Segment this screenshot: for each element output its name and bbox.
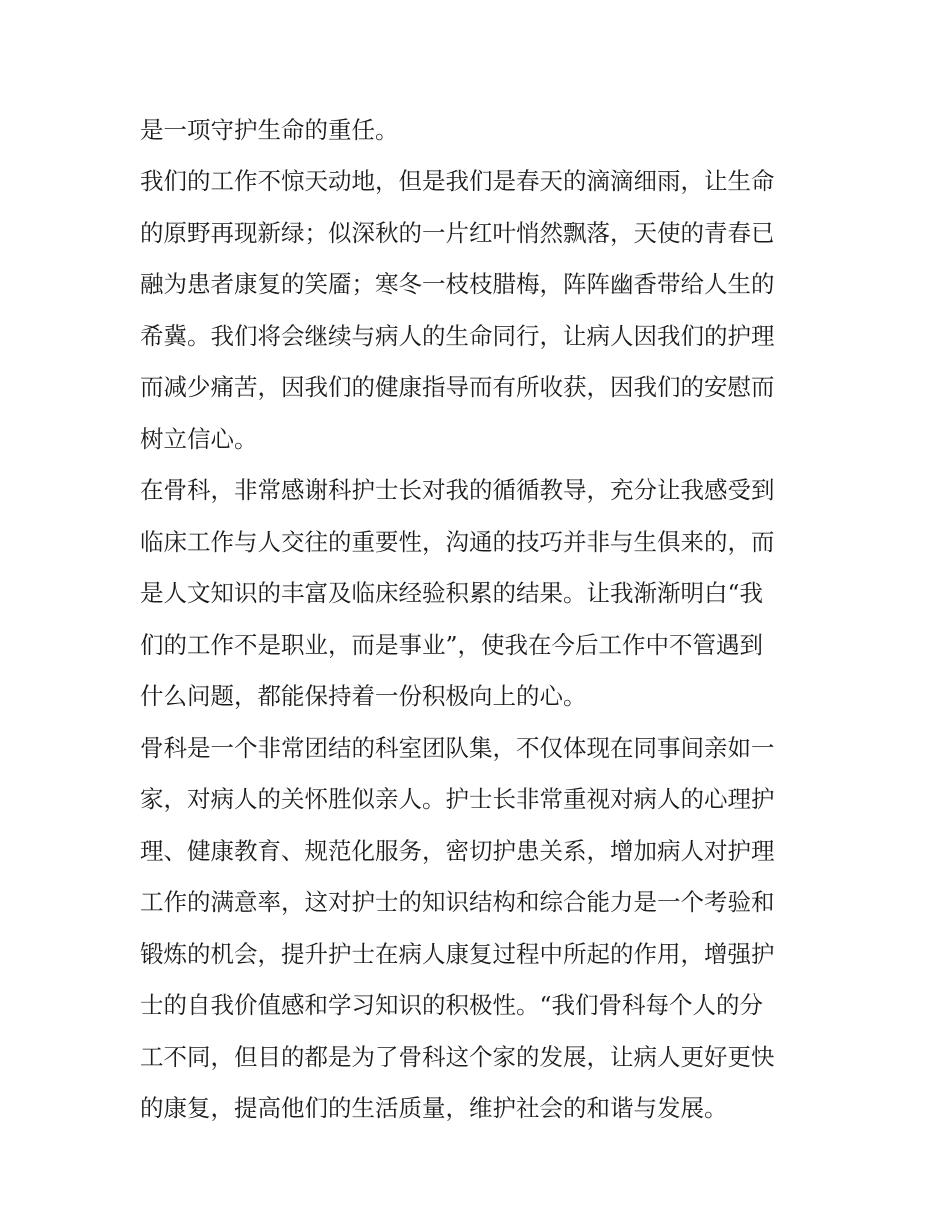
- text-line: 我们的工作不惊天动地，但是我们是春天的滴滴细雨，让生命: [140, 167, 775, 195]
- text-line: 什么问题，都能保持着一份积极向上的心。: [140, 682, 587, 710]
- text-line: 在骨科，非常感谢科护士长对我的循循教导，充分让我感受到: [140, 476, 775, 504]
- text-line: 的康复，提高他们的生活质量，维护社会的和谐与发展。: [140, 1094, 728, 1122]
- text-line: 是一项守护生命的重任。: [140, 116, 399, 144]
- text-line: 希冀。我们将会继续与病人的生命同行，让病人因我们的护理: [140, 322, 775, 350]
- text-line: 工作的满意率，这对护士的知识结构和综合能力是一个考验和: [140, 888, 775, 916]
- text-line: 的原野再现新绿；似深秋的一片红叶悄然飘落，天使的青春已: [140, 219, 775, 247]
- text-line: 树立信心。: [140, 425, 258, 453]
- text-line: 而减少痛苦，因我们的健康指导而有所收获，因我们的安慰而: [140, 373, 775, 401]
- text-line: 家，对病人的关怀胜似亲人。护士长非常重视对病人的心理护: [140, 785, 775, 813]
- text-line: 们的工作不是职业，而是事业”，使我在今后工作中不管遇到: [140, 631, 764, 659]
- text-line: 临床工作与人交往的重要性，沟通的技巧并非与生俱来的，而: [140, 528, 775, 556]
- text-line: 锻炼的机会，提升护士在病人康复过程中所起的作用，增强护: [140, 940, 775, 968]
- text-line: 理、健康教育、规范化服务，密切护患关系，增加病人对护理: [140, 837, 775, 865]
- text-line: 融为患者康复的笑靥；寒冬一枝枝腊梅，阵阵幽香带给人生的: [140, 270, 775, 298]
- text-line: 是人文知识的丰富及临床经验积累的结果。让我渐渐明白“我: [140, 579, 764, 607]
- text-line: 骨科是一个非常团结的科室团队集，不仅体现在同事间亲如一: [140, 734, 775, 762]
- text-line: 士的自我价值感和学习知识的积极性。“我们骨科每个人的分: [140, 991, 764, 1019]
- text-line: 工不同，但目的都是为了骨科这个家的发展，让病人更好更快: [140, 1043, 775, 1071]
